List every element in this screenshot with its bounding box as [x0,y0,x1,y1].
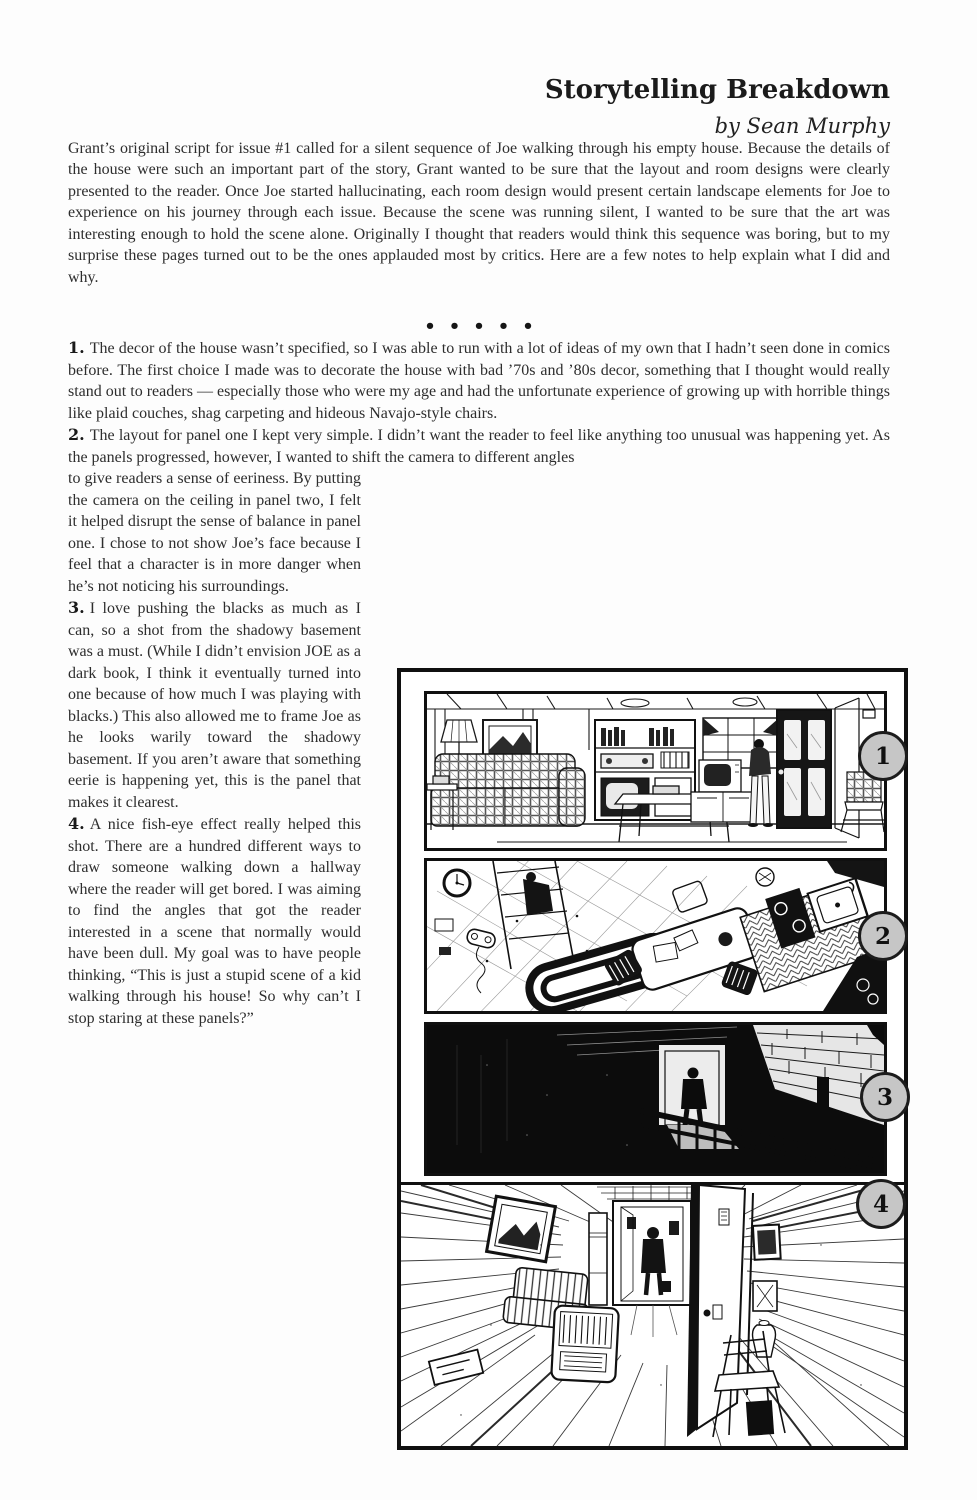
note-paragraph-2 [68,424,890,468]
byline: by Sean Murphy [714,113,890,138]
note-paragraph-1 [68,337,890,424]
panel-3-art [427,1025,884,1173]
note-text-2: The layout for panel one I kept very simple. I didn’t want the reader to feel like anything too unusual was happening yet. As the panels progressed, however, I wanted to shift the camera to different angles [68,427,890,466]
intro-paragraph: Grant’s original script for issue #1 called for a silent sequence of Joe walking through his empty house. Because the details of the house were such an important part of the story, Grant wanted to be sure that the layout and room designs were clearly presented to the reader. Once Joe started hallucinating, each room design would present certain landscape elements for Joe to experience on his journey through each issue. Because the scene was running silent, I wanted to be sure that the art was interesting enough to hold the scene alone. Originally I thought that readers would think this sequence was boring, but to my surprise these pages turned out to be the ones applauded most by critics. Here are a few notes to help explain what I did and why. [68,139,890,286]
note-number-3: 3. [68,598,85,618]
comic-panel-4 [401,1182,904,1446]
note-text-3: I love pushing the blacks as much as I can, so a shot from the shadowy basement was a must. (While I didn’t envision JOE as a dark book, I think it eventually turned into one because of how much I was playing with blacks.) This also allowed me to frame Joe as he looks warily toward the shadowy basement. If you aren’t aware that something eerie is happening yet, this is the panel that makes it clearest. [68,600,361,811]
panel-number-badge-1: 1 [858,731,908,781]
section-divider-dots: ••••• [424,316,547,338]
page-header [68,76,890,138]
note-text-1: The decor of the house wasn’t specified, so I was able to run with a lot of ideas of my own that I hadn’t seen done in comics before. The first choice I made was to decorate the house with bad ’70s and ’80s decor, something that I thought would really stand out to readers — especially those who were my age and had the unfortunate experience of growing up with horrible things like plaid couches, shag carpeting and hideous Navajo-style chairs. [68,340,890,422]
comic-panel-1 [424,691,887,851]
comic-panel-2 [424,858,887,1014]
page-title: Storytelling Breakdown [544,75,890,105]
note-paragraph-2-continued: to give readers a sense of eeriness. By putting the camera on the ceiling in panel two, I felt it helped disrupt the sense of balance in panel one. I chose to not show Joe’s face because I feel that a character is in more danger when he’s not noticing his surroundings. [68,470,361,595]
note-number-2: 2. [68,425,85,445]
comic-panel-3 [424,1022,887,1176]
panel-number-badge-3: 3 [860,1072,910,1122]
note-number-4: 4. [68,814,85,834]
note-text-4: A nice fish-eye effect really helped this shot. There are a hundred different ways to draw someone walking down a hallway where the reader will get bored. I was aiming to find the angles that got the reader interested in a scene that normally would have been dull. My goal was to have people thinking, “This is just a stupid scene of a kid walking through his house! So why can’t I stop staring at these panels?” [68,816,361,1027]
panel-number-badge-4: 4 [856,1179,906,1229]
note-paragraph-3 [68,597,361,813]
panel-number-badge-2: 2 [858,911,908,961]
note-paragraph-4 [68,813,361,1029]
artwork-frame [397,668,908,1450]
panel-1-art [427,694,884,848]
panel-4-art [401,1185,904,1446]
panel-2-art [427,861,884,1011]
note-number-1: 1. [68,338,85,358]
